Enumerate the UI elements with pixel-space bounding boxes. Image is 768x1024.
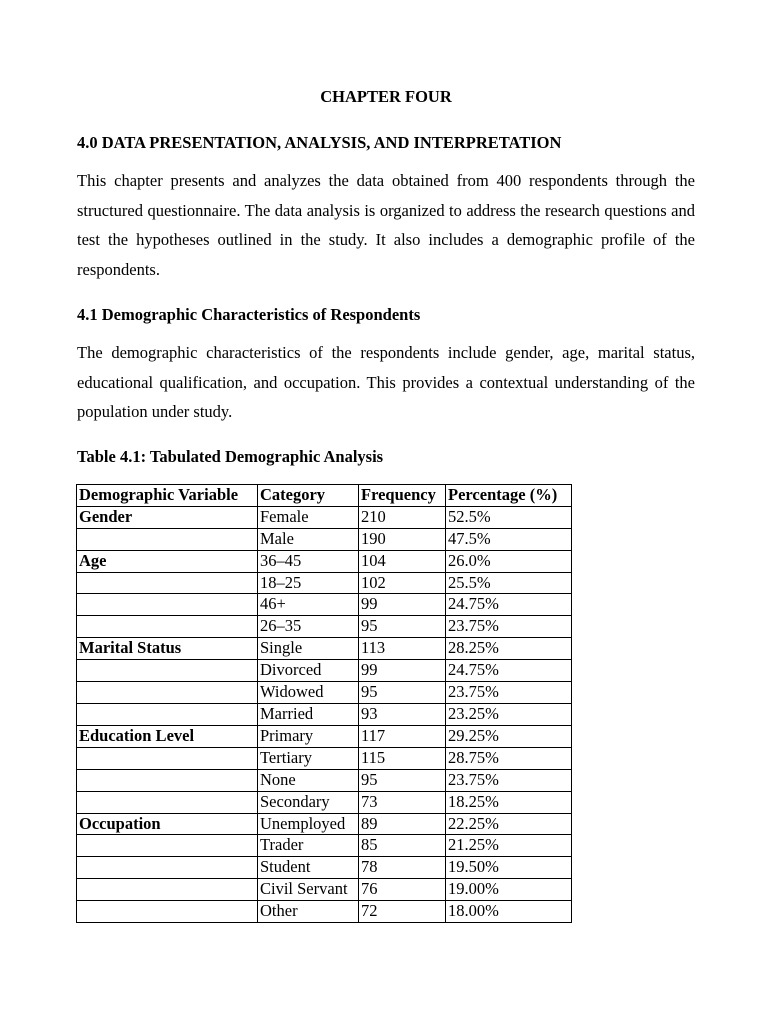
cell-frequency: 117 <box>359 725 446 747</box>
cell-percentage: 23.75% <box>446 682 572 704</box>
header-percentage: Percentage (%) <box>446 484 572 506</box>
cell-category: Other <box>258 901 359 923</box>
cell-percentage: 28.25% <box>446 638 572 660</box>
cell-demographic-variable <box>77 901 258 923</box>
cell-demographic-variable <box>77 879 258 901</box>
cell-frequency: 115 <box>359 747 446 769</box>
table-row <box>77 857 572 879</box>
cell-frequency: 78 <box>359 857 446 879</box>
cell-percentage: 29.25% <box>446 725 572 747</box>
cell-category: Civil Servant <box>258 879 359 901</box>
table-row <box>77 901 572 923</box>
cell-demographic-variable <box>77 835 258 857</box>
cell-percentage: 24.75% <box>446 660 572 682</box>
page-content <box>77 86 695 923</box>
cell-frequency: 190 <box>359 528 446 550</box>
cell-demographic-variable <box>77 660 258 682</box>
cell-percentage: 19.50% <box>446 857 572 879</box>
cell-category: 26–35 <box>258 616 359 638</box>
table-body <box>77 506 572 922</box>
cell-category: 46+ <box>258 594 359 616</box>
cell-demographic-variable <box>77 616 258 638</box>
cell-demographic-variable: Gender <box>77 506 258 528</box>
table-row <box>77 703 572 725</box>
table-row <box>77 594 572 616</box>
cell-category: Tertiary <box>258 747 359 769</box>
table-caption: Table 4.1: Tabulated Demographic Analysis <box>77 446 384 466</box>
cell-demographic-variable <box>77 594 258 616</box>
table-row <box>77 638 572 660</box>
cell-frequency: 73 <box>359 791 446 813</box>
cell-category: Divorced <box>258 660 359 682</box>
cell-category: Female <box>258 506 359 528</box>
subsection-heading: 4.1 Demographic Characteristics of Respondents <box>77 304 421 324</box>
cell-frequency: 72 <box>359 901 446 923</box>
cell-percentage: 24.75% <box>446 594 572 616</box>
cell-percentage: 25.5% <box>446 572 572 594</box>
cell-demographic-variable <box>77 769 258 791</box>
table-row <box>77 747 572 769</box>
cell-frequency: 95 <box>359 682 446 704</box>
table-row <box>77 813 572 835</box>
cell-percentage: 47.5% <box>446 528 572 550</box>
table-row <box>77 879 572 901</box>
cell-percentage: 22.25% <box>446 813 572 835</box>
cell-frequency: 104 <box>359 550 446 572</box>
cell-frequency: 85 <box>359 835 446 857</box>
cell-demographic-variable <box>77 791 258 813</box>
cell-percentage: 52.5% <box>446 506 572 528</box>
cell-frequency: 95 <box>359 769 446 791</box>
cell-demographic-variable <box>77 682 258 704</box>
cell-demographic-variable <box>77 857 258 879</box>
cell-frequency: 99 <box>359 660 446 682</box>
table-row <box>77 682 572 704</box>
cell-percentage: 19.00% <box>446 879 572 901</box>
cell-category: Male <box>258 528 359 550</box>
cell-demographic-variable: Occupation <box>77 813 258 835</box>
cell-demographic-variable <box>77 572 258 594</box>
section-heading: 4.0 DATA PRESENTATION, ANALYSIS, AND INTERPRETATION <box>77 133 562 152</box>
intro-paragraph: This chapter presents and analyzes the data obtained from 400 respondents through the structured questionnaire. The data analysis is organized to address the research questions and test the hypotheses outlined in the study. It also includes a demographic profile of the respondents. <box>77 171 695 280</box>
cell-percentage: 21.25% <box>446 835 572 857</box>
cell-category: 36–45 <box>258 550 359 572</box>
table-row <box>77 528 572 550</box>
cell-category: 18–25 <box>258 572 359 594</box>
cell-demographic-variable: Age <box>77 550 258 572</box>
cell-frequency: 99 <box>359 594 446 616</box>
cell-category: Married <box>258 703 359 725</box>
cell-percentage: 23.75% <box>446 616 572 638</box>
cell-frequency: 210 <box>359 506 446 528</box>
cell-demographic-variable: Education Level <box>77 725 258 747</box>
cell-demographic-variable <box>77 528 258 550</box>
cell-frequency: 89 <box>359 813 446 835</box>
header-demographic-variable: Demographic Variable <box>77 484 258 506</box>
table-row <box>77 725 572 747</box>
cell-category: Student <box>258 857 359 879</box>
cell-frequency: 102 <box>359 572 446 594</box>
cell-percentage: 26.0% <box>446 550 572 572</box>
cell-percentage: 18.25% <box>446 791 572 813</box>
table-row <box>77 660 572 682</box>
cell-category: Primary <box>258 725 359 747</box>
table-row <box>77 506 572 528</box>
cell-percentage: 23.75% <box>446 769 572 791</box>
cell-demographic-variable <box>77 703 258 725</box>
demographic-table <box>76 484 572 923</box>
cell-category: Trader <box>258 835 359 857</box>
header-frequency: Frequency <box>359 484 446 506</box>
table-row <box>77 616 572 638</box>
cell-frequency: 76 <box>359 879 446 901</box>
table-header-row <box>77 484 572 506</box>
cell-demographic-variable <box>77 747 258 769</box>
cell-frequency: 95 <box>359 616 446 638</box>
cell-frequency: 113 <box>359 638 446 660</box>
table-row <box>77 835 572 857</box>
table-row <box>77 769 572 791</box>
cell-category: Single <box>258 638 359 660</box>
cell-category: None <box>258 769 359 791</box>
table-row <box>77 550 572 572</box>
cell-demographic-variable: Marital Status <box>77 638 258 660</box>
cell-category: Unemployed <box>258 813 359 835</box>
cell-percentage: 23.25% <box>446 703 572 725</box>
cell-frequency: 93 <box>359 703 446 725</box>
table-row <box>77 791 572 813</box>
table-row <box>77 572 572 594</box>
cell-category: Widowed <box>258 682 359 704</box>
subsection-paragraph: The demographic characteristics of the respondents include gender, age, marital status, educational qualification, and occupation. This provides a contextual understanding of the population under study. <box>77 342 695 422</box>
cell-category: Secondary <box>258 791 359 813</box>
chapter-title: CHAPTER FOUR <box>320 87 452 106</box>
cell-percentage: 18.00% <box>446 901 572 923</box>
header-category: Category <box>258 484 359 506</box>
cell-percentage: 28.75% <box>446 747 572 769</box>
